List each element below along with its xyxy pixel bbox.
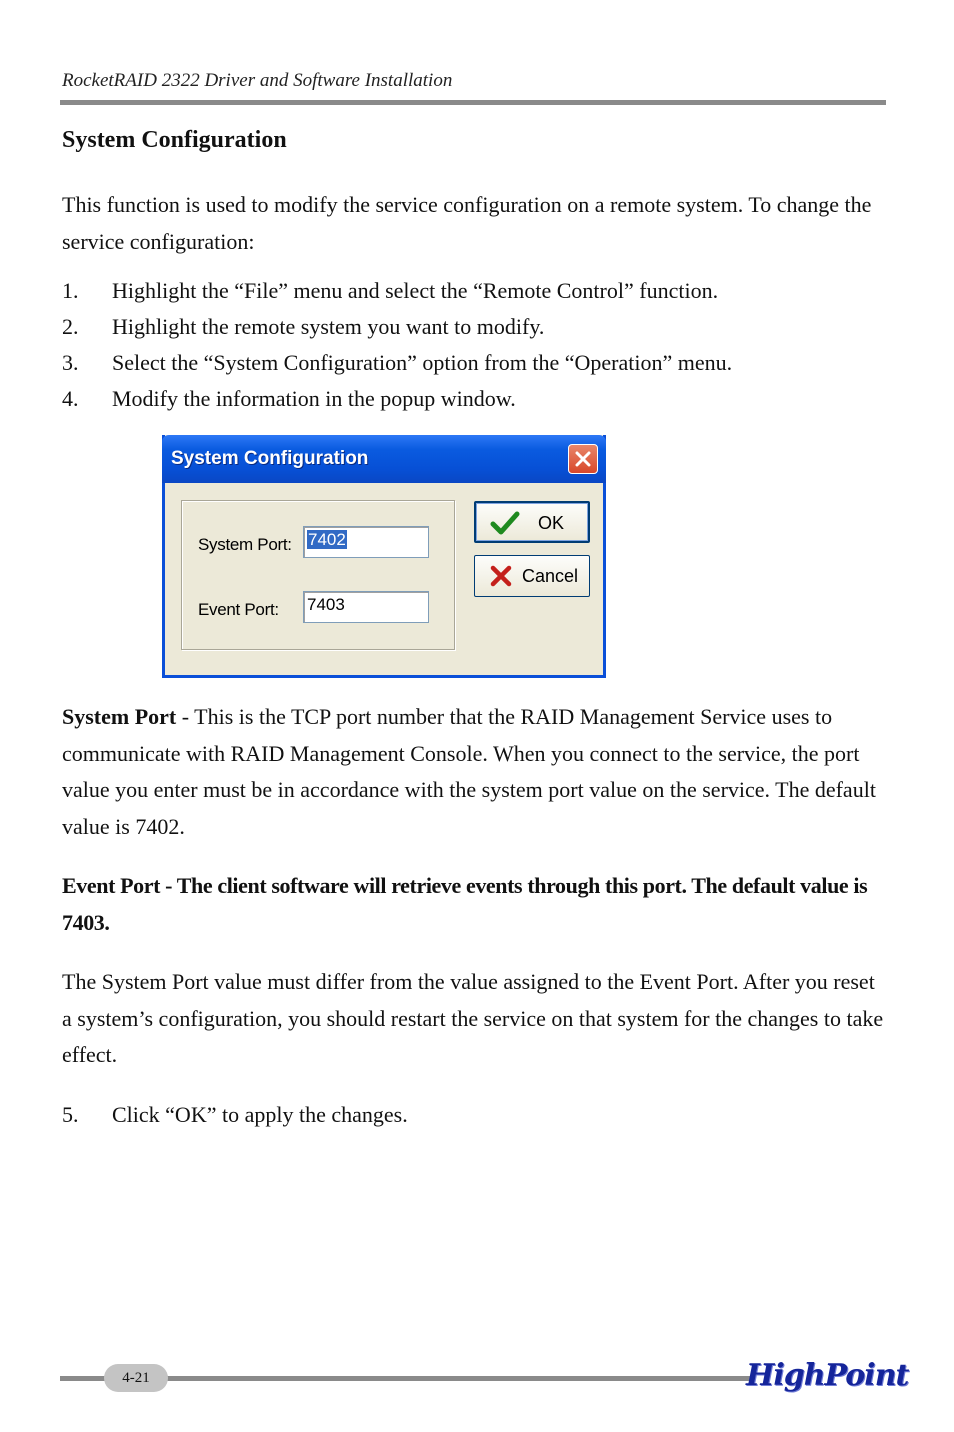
- cancel-label: Cancel: [522, 566, 579, 586]
- step-number: 1.: [62, 278, 79, 303]
- system-port-term: System Port: [62, 704, 177, 729]
- cross-icon: [489, 564, 513, 588]
- step-number: 5.: [62, 1102, 79, 1127]
- steps-list: [62, 273, 732, 417]
- system-port-description: - This is the TCP port number that the RAID Management Service uses to communicate with RAID Management Console. When you connect to the service, the port value you enter must be in accordance with the system port value on the service. The default value is 7402.: [62, 704, 876, 839]
- system-port-input[interactable]: [303, 526, 429, 558]
- system-port-paragraph: [62, 699, 886, 845]
- running-header: RocketRAID 2322 Driver and Software Installation: [62, 70, 453, 91]
- system-configuration-dialog: [162, 435, 606, 678]
- checkmark-icon: [490, 511, 520, 535]
- step-item: [62, 381, 732, 417]
- close-icon: [575, 451, 591, 467]
- ok-label: OK: [538, 513, 565, 533]
- dialog-title: System Configuration: [171, 448, 369, 469]
- system-port-value: 7402: [308, 530, 346, 549]
- event-port-input[interactable]: [303, 591, 429, 623]
- page-number: 4-21: [104, 1364, 168, 1392]
- step-text: Select the “System Configuration” option from the “Operation” menu.: [112, 350, 733, 375]
- system-port-label: System Port:: [198, 535, 292, 554]
- section-title: System Configuration: [62, 127, 287, 153]
- step-text: Click “OK” to apply the changes.: [112, 1102, 408, 1127]
- cancel-button[interactable]: [474, 555, 590, 597]
- step-item: [62, 345, 732, 381]
- header-rule: [60, 100, 886, 105]
- step-item: [62, 309, 732, 345]
- port-difference-paragraph: The System Port value must differ from the value assigned to the Event Port. After you reset a system’s configuration, you should restart the service on that system for the changes to take effect.: [62, 969, 884, 1067]
- dialog-titlebar[interactable]: [162, 435, 606, 483]
- step-item: [62, 273, 732, 309]
- event-port-value: 7403: [307, 595, 345, 614]
- close-button[interactable]: [568, 444, 598, 474]
- highpoint-logo: HighPoint: [746, 1358, 909, 1393]
- step-text: Highlight the “File” menu and select the “Remote Control” function.: [112, 278, 719, 303]
- event-port-paragraph: Event Port - The client software will retrieve events through this port. The default value is 7403.: [62, 873, 868, 935]
- intro-paragraph: This function is used to modify the service configuration on a remote system. To change the service configuration:: [62, 192, 872, 254]
- step-text: Modify the information in the popup window.: [112, 386, 516, 411]
- step-text: Highlight the remote system you want to modify.: [112, 314, 545, 339]
- event-port-label: Event Port:: [198, 600, 279, 619]
- step-number: 2.: [62, 314, 79, 339]
- step-number: 3.: [62, 350, 79, 375]
- step-item: [62, 1097, 408, 1133]
- step-number: 4.: [62, 386, 79, 411]
- ports-groupbox: [181, 500, 455, 650]
- ok-button[interactable]: [474, 501, 590, 543]
